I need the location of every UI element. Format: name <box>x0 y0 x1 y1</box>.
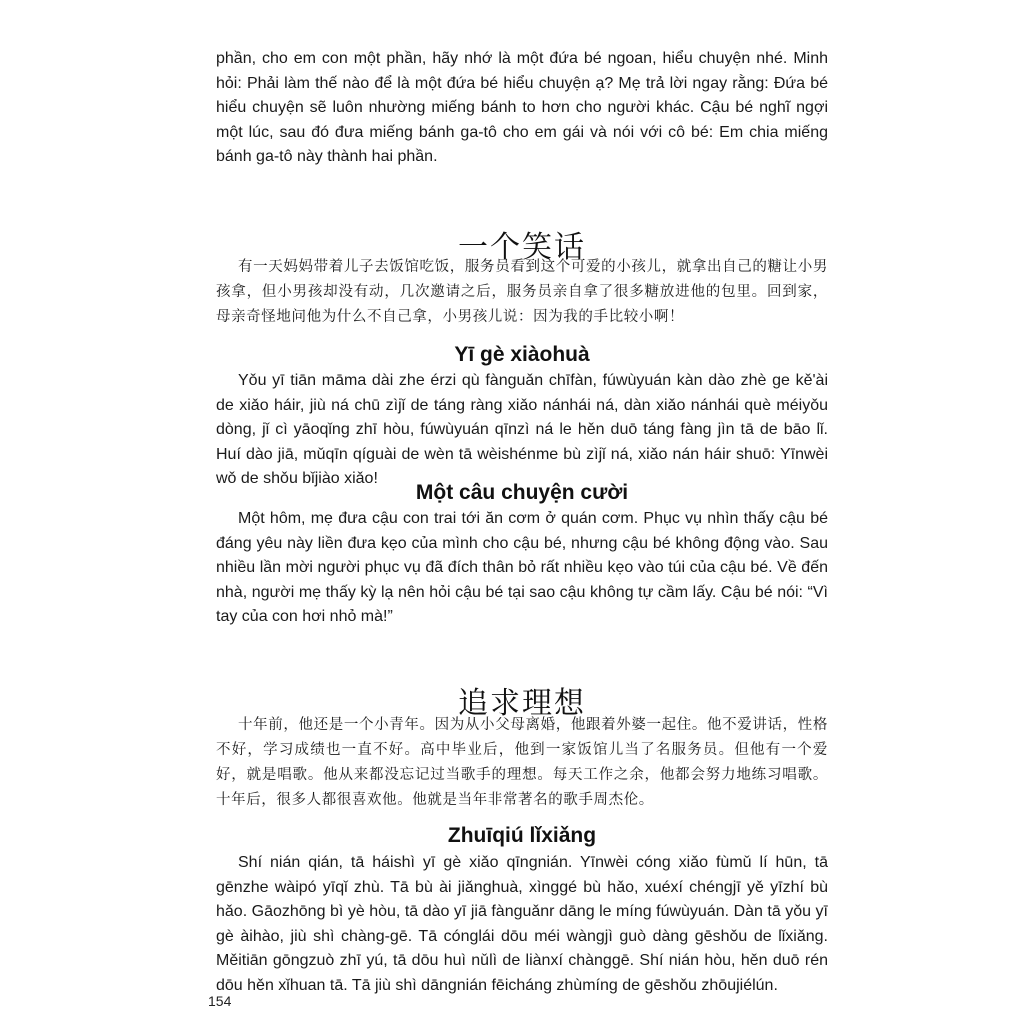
story1-title-chinese: 一个笑话 <box>458 230 586 265</box>
story2-text-pinyin: Shí nián qián, tā háishì yī gè xiǎo qīngnián. Yīnwèi cóng xiǎo fùmǔ lí hūn, tā gēnzhe wàipó yīqǐ zhù. Tā bù ài jiǎnghuà, xìnggé bù hǎo, xuéxí chéngjī yě yīzhí bù hǎo. Gāozhōng bì yè hòu, tā dào yī jiā fànguǎnr dāng le míng fúwùyuán. Dàn tā yǒu yī gè àihào, jiù shì chàng-gē. Tā cónglái dōu méi wàngjì guò dàng gēshǒu de lǐxiǎng. Měitiān gōngzuò zhī yú, tā dōu huì nǔlì de liànxí chànggē. Shí nián hòu, hěn duō rén dōu hěn xǐhuan tā. Tā jiù shì dāngnián fēicháng zhùmíng de gēshǒu zhōujiélún. <box>216 854 828 994</box>
story2-title-chinese: 追求理想 <box>458 686 586 721</box>
intro-paragraph: phần, cho em con một phần, hãy nhớ là một đứa bé ngoan, hiểu chuyện nhé. Minh hỏi: Phải làm thế nào để là một đứa bé hiểu chuyện ạ? Mẹ trả lời ngay rằng: Đứa bé hiểu chuyện sẽ luôn nhường miếng bánh to hơn cho người khác. Cậu bé nghĩ ngợi một lúc, sau đó đưa miếng bánh ga-tô cho em gái và nói với cô bé: Em chia miếng bánh ga-tô này thành hai phần. <box>216 50 828 165</box>
story1-text-pinyin: Yǒu yī tiān māma dài zhe érzi qù fànguǎn chīfàn, fúwùyuán kàn dào zhè ge kě'ài de xiǎo háir, jiù ná chū zìjǐ de táng ràng xiǎo nánhái ná, dàn xiǎo nánhái què méiyǒu dòng, jǐ cì yāoqǐng zhī hòu, fúwùyuán qīnzì ná le hěn duō táng fàng jìn tā de bāo lǐ. Huí dào jiā, mǔqīn qíguài de wèn tā wèishénme bù zìjǐ ná, xiǎo nán háir shuō: Yīnwèi wǒ de shǒu bǐjiào xiǎo! <box>216 372 828 487</box>
story1-text-chinese: 有一天妈妈带着儿子去饭馆吃饭，服务员看到这个可爱的小孩儿，就拿出自己的糖让小男孩拿，但小男孩却没有动，几次邀请之后，服务员亲自拿了很多糖放进他的包里。回到家，母亲奇怪地问他为什么不自己拿，小男孩儿说：因为我的手比较小啊！ <box>216 259 828 325</box>
story2-text-chinese: 十年前，他还是一个小青年。因为从小父母离婚，他跟着外婆一起住。他不爱讲话，性格不好，学习成绩也一直不好。高中毕业后，他到一家饭馆儿当了名服务员。但他有一个爱好，就是唱歌。他从来都没忘记过当歌手的理想。每天工作之余，他都会努力地练习唱歌。十年后，很多人都很喜欢他。他就是当年非常著名的歌手周杰伦。 <box>216 717 828 808</box>
story1-title-vietnamese: Một câu chuyện cười <box>415 481 629 504</box>
story1-text-vietnamese: Một hôm, mẹ đưa cậu con trai tới ăn cơm ở quán cơm. Phục vụ nhìn thấy cậu bé đáng yêu này liền đưa kẹo của mình cho cậu bé, nhưng cậu bé không động vào. Sau nhiều lần mời người phục vụ đã đích thân bỏ rất nhiều kẹo vào túi của cậu bé. Về đến nhà, người mẹ thấy kỳ lạ nên hỏi cậu bé tại sao cậu không tự cầm lấy. Cậu bé nói: “Vì tay của con hơi nhỏ mà!” <box>216 510 828 625</box>
page-number: 154 <box>208 993 232 1009</box>
story1-title-pinyin: Yī gè xiàohuà <box>454 343 590 366</box>
story2-title-pinyin: Zhuīqiú lǐxiǎng <box>447 824 597 847</box>
